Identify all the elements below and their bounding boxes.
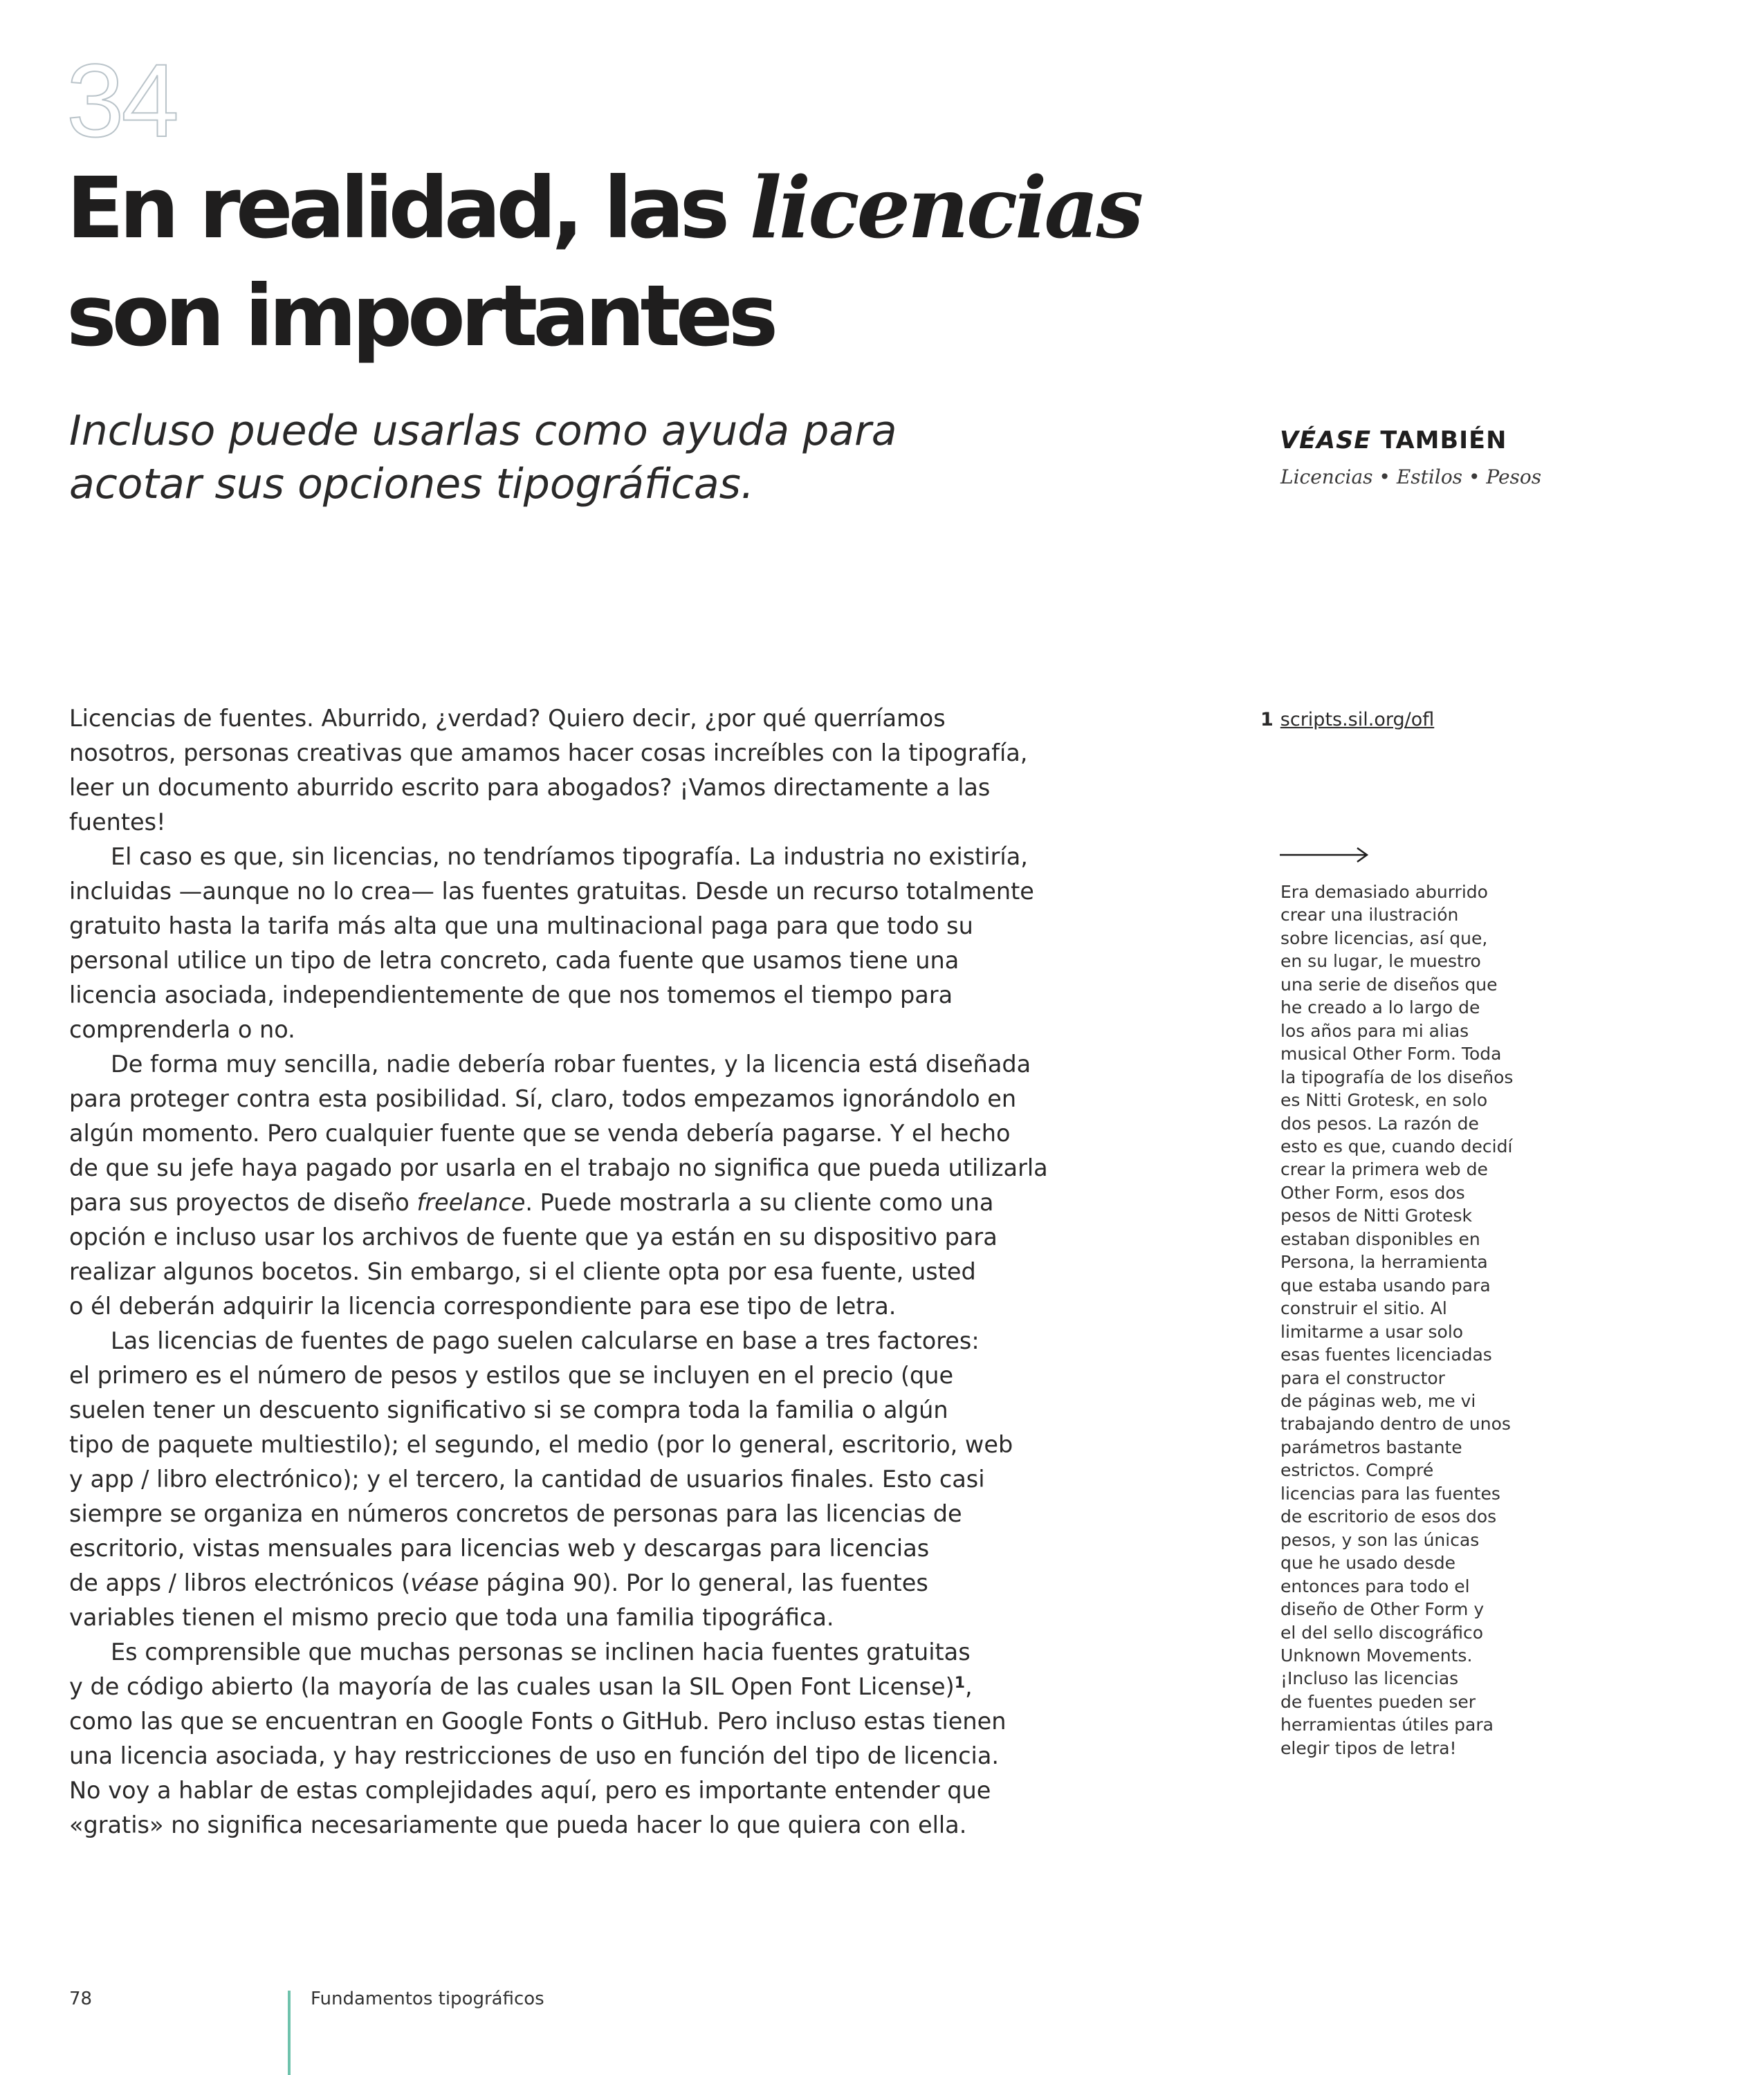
footnote: [1260, 708, 1434, 732]
body-line: El caso es que, sin licencias, no tendríamos tipografía. La industria no existiría,: [111, 843, 1028, 870]
body-line: o él deberán adquirir la licencia correspondiente para ese tipo de letra.: [69, 1293, 897, 1320]
right-arrow-icon: [1280, 844, 1370, 865]
title-italic-word: licencias: [749, 158, 1141, 257]
caption-line: esas fuentes licenciadas: [1280, 1345, 1492, 1365]
body-line: siempre se organiza en números concretos de personas para las licencias de: [69, 1500, 962, 1527]
body-line: [69, 1186, 1093, 1220]
caption-line: sobre licencias, así que,: [1280, 928, 1488, 948]
caption-line: pesos de Nitti Grotesk: [1280, 1206, 1472, 1226]
section-title: Fundamentos tipográficos: [311, 1989, 544, 2009]
footnote-link[interactable]: scripts.sil.org/ofl: [1280, 709, 1435, 730]
see-also-heading: [1280, 425, 1507, 456]
caption-line: de fuentes pueden ser: [1280, 1691, 1476, 1712]
body-span: página 90). Por lo general, las fuentes: [479, 1569, 928, 1596]
caption-line: he creado a lo largo de: [1280, 997, 1480, 1018]
subtitle: [69, 405, 1038, 511]
body-line: el primero es el número de pesos y estilos que se incluyen en el precio (que: [69, 1362, 954, 1389]
body-line: Licencias de fuentes. Aburrido, ¿verdad? Quiero decir, ¿por qué querríamos: [69, 705, 946, 732]
body-line: licencia asociada, independientemente de que nos tomemos el tiempo para: [69, 981, 953, 1008]
body-line: Las licencias de fuentes de pago suelen calcularse en base a tres factores:: [111, 1327, 980, 1354]
body-text: [69, 701, 1093, 1843]
caption-line: crear la primera web de: [1280, 1159, 1488, 1180]
body-line: personal utilice un tipo de letra concreto, cada fuente que usamos tiene una: [69, 947, 959, 974]
body-line: fuentes!: [69, 809, 166, 836]
caption-line: Era demasiado aburrido: [1280, 882, 1488, 902]
subtitle-line2: acotar sus opciones tipográficas.: [69, 460, 754, 508]
caption-line: pesos, y son las únicas: [1280, 1529, 1480, 1550]
footer-accent-rule: [288, 1991, 291, 2075]
caption-line: una serie de diseños que: [1280, 974, 1498, 995]
body-line: como las que se encuentran en Google Fonts o GitHub. Pero incluso estas tienen: [69, 1708, 1007, 1735]
caption-line: Other Form, esos dos: [1280, 1182, 1465, 1203]
caption-line: herramientas útiles para: [1280, 1715, 1494, 1735]
body-line: escritorio, vistas mensuales para licencias web y descargas para licencias: [69, 1535, 930, 1562]
caption-line: que estaba usando para: [1280, 1275, 1491, 1295]
caption-line: de páginas web, me vi: [1280, 1390, 1476, 1411]
body-line: suelen tener un descuento significativo si se compra toda la familia o algún: [69, 1396, 948, 1423]
caption-line: para el constructor: [1280, 1367, 1445, 1388]
body-line: de que su jefe haya pagado por usarla en el trabajo no significa que pueda utilizarla: [69, 1154, 1048, 1181]
caption-line: musical Other Form. Toda: [1280, 1044, 1502, 1064]
caption-line: ¡Incluso las licencias: [1280, 1668, 1459, 1689]
body-line: y app / libro electrónico); y el tercero, la cantidad de usuarios finales. Esto casi: [69, 1466, 985, 1493]
footnote-reference[interactable]: 1: [954, 1675, 966, 1692]
body-line: variables tienen el mismo precio que toda una familia tipográfica.: [69, 1604, 834, 1631]
caption-line: de escritorio de esos dos: [1280, 1506, 1497, 1527]
body-line: algún momento. Pero cualquier fuente que se venda debería pagarse. Y el hecho: [69, 1120, 1011, 1147]
caption-line: parámetros bastante: [1280, 1437, 1462, 1457]
body-line: incluidas —aunque no lo crea— las fuentes gratuitas. Desde un recurso totalmente: [69, 878, 1034, 905]
image-caption: [1280, 880, 1571, 1760]
body-italic: véase: [410, 1569, 479, 1596]
body-line: tipo de paquete multiestilo); el segundo, el medio (por lo general, escritorio, web: [69, 1431, 1013, 1458]
caption-line: limitarme a usar solo: [1280, 1321, 1464, 1342]
caption-line: estaban disponibles en: [1280, 1228, 1480, 1249]
caption-line: el del sello discográfico: [1280, 1622, 1484, 1643]
caption-line: esto es que, cuando decidí: [1280, 1136, 1513, 1156]
body-line: leer un documento aburrido escrito para abogados? ¡Vamos directamente a las: [69, 774, 991, 801]
caption-line: trabajando dentro de unos: [1280, 1414, 1511, 1435]
see-also-heading-italic: VÉASE: [1280, 427, 1372, 454]
caption-line: en su lugar, le muestro: [1280, 951, 1481, 972]
chapter-number: 34: [66, 42, 176, 158]
body-line: «gratis» no significa necesariamente que pueda hacer lo que quiera con ella.: [69, 1811, 967, 1838]
body-line: comprenderla o no.: [69, 1016, 295, 1043]
body-line: De forma muy sencilla, nadie debería robar fuentes, y la licencia está diseñada: [111, 1051, 1031, 1078]
title-line1: [66, 159, 1141, 257]
body-span: y de código abierto (la mayoría de las cuales usan la SIL Open Font License): [69, 1673, 955, 1700]
footnote-number: 1: [1260, 709, 1274, 730]
caption-line: licencias para las fuentes: [1280, 1483, 1500, 1504]
page-title: [66, 154, 1450, 370]
caption-line: entonces para todo el: [1280, 1576, 1470, 1596]
body-line: No voy a hablar de estas complejidades aquí, pero es importante entender que: [69, 1777, 991, 1804]
body-line: Es comprensible que muchas personas se inclinen hacia fuentes gratuitas: [111, 1639, 971, 1666]
body-span: de apps / libros electrónicos (: [69, 1569, 411, 1596]
caption-line: que he usado desde: [1280, 1553, 1456, 1574]
page-number: 78: [69, 1989, 93, 2009]
body-line: opción e incluso usar los archivos de fuente que ya están en su dispositivo para: [69, 1224, 998, 1251]
caption-line: crear una ilustración: [1280, 905, 1459, 925]
caption-line: la tipografía de los diseños: [1280, 1067, 1514, 1087]
title-line2: son importantes: [66, 267, 774, 365]
title-line1-text: En realidad, las: [66, 159, 750, 257]
body-line: gratuito hasta la tarifa más alta que una multinacional paga para que todo su: [69, 912, 973, 939]
body-line: [69, 1670, 1093, 1704]
body-line: una licencia asociada, y hay restricciones de uso en función del tipo de licencia.: [69, 1742, 1000, 1769]
caption-line: los años para mi alias: [1280, 1020, 1469, 1041]
body-span: . Puede mostrarla a su cliente como una: [525, 1189, 994, 1216]
caption-line: dos pesos. La razón de: [1280, 1113, 1479, 1134]
see-also-list: Licencias • Estilos • Pesos: [1280, 465, 1542, 488]
body-line: nosotros, personas creativas que amamos hacer cosas increíbles con la tipografía,: [69, 739, 1028, 766]
caption-line: Unknown Movements.: [1280, 1645, 1473, 1666]
caption-line: elegir tipos de letra!: [1280, 1737, 1457, 1758]
body-span: para sus proyectos de diseño: [69, 1189, 417, 1216]
subtitle-line1: Incluso puede usarlas como ayuda para: [69, 407, 897, 455]
caption-line: es Nitti Grotesk, en solo: [1280, 1090, 1488, 1111]
body-line: realizar algunos bocetos. Sin embargo, si el cliente opta por esa fuente, usted: [69, 1258, 976, 1285]
body-line: para proteger contra esta posibilidad. Sí, claro, todos empezamos ignorándolo en: [69, 1085, 1017, 1112]
caption-line: diseño de Other Form y: [1280, 1599, 1485, 1620]
caption-line: estrictos. Compré: [1280, 1460, 1434, 1481]
caption-line: construir el sitio. Al: [1280, 1298, 1447, 1319]
body-span: ,: [965, 1673, 973, 1700]
body-line: [69, 1566, 1093, 1601]
body-italic: freelance: [416, 1189, 526, 1216]
caption-line: Persona, la herramienta: [1280, 1252, 1488, 1273]
see-also-heading-rest: TAMBIÉN: [1371, 427, 1507, 454]
